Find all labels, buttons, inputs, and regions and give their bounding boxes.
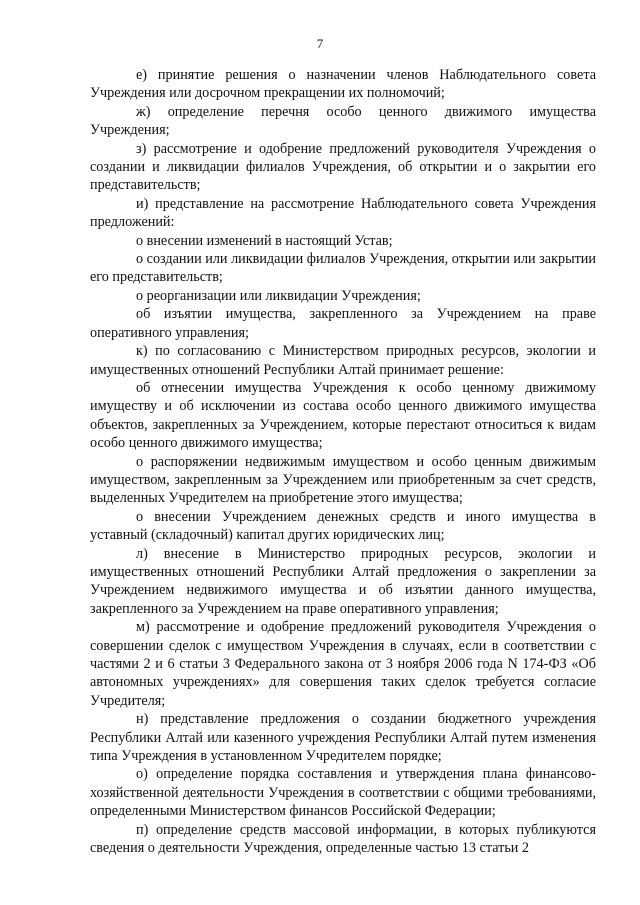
paragraph-p: п) определение средств массовой информации, в которых публикуются сведения о деятельности Учреждения, определенные частью 13 статьи 2 <box>90 821 596 857</box>
page-number: 7 <box>316 36 324 51</box>
paragraph-e: е) принятие решения о назначении членов Наблюдательного совета Учреждения или досрочном прекращении их полномочий; <box>90 67 596 102</box>
paragraph-i-4: об изъятии имущества, закрепленного за Учреждением на праве оперативного управления; <box>90 306 596 341</box>
paragraph-o: о) определение порядка составления и утверждения плана финансово-хозяйственной деятельности Учреждения в соответствии с общими требованиями, определенными Министерством финансов Российской Федерации; <box>90 766 596 820</box>
paragraph-k-3: о внесении Учреждением денежных средств и иного имущества в уставный (складочный) капитал других юридических лиц; <box>90 508 596 544</box>
paragraph-z: з) рассмотрение и одобрение предложений руководителя Учреждения о создании и ликвидации филиалов Учреждения, об открытии и о закрытии его представительств; <box>90 140 596 194</box>
paragraph-i-1: о внесении изменений в настоящий Устав; <box>136 232 393 249</box>
paragraph-n: н) представление предложения о создании бюджетного учреждения Республики Алтай или казенного учреждения Республики Алтай путем изменения типа Учреждения в установленном Учредителем порядке; <box>90 711 596 765</box>
paragraph-k-1: об отнесении имущества Учреждения к особо ценному движимому имуществу и об исключении из состава особо ценного движимого имущества объектов, закрепленных за Учреждением, которые перестают относиться к видам особо ценного движимого имущества; <box>90 379 596 452</box>
paragraph-l: л) внесение в Министерство природных ресурсов, экологии и имущественных отношений Республики Алтай предложения о закреплении за Учреждением недвижимого имущества и об изъятии данного имущества, закрепленного за Учреждением на праве оперативного управления; <box>90 545 596 617</box>
paragraph-i: и) представление на рассмотрение Наблюдательного совета Учреждения предложений: <box>90 195 596 231</box>
paragraph-k: к) по согласованию с Министерством природных ресурсов, экологии и имущественных отношений Республики Алтай принимает решение: <box>90 343 596 378</box>
paragraph-i-3: о реорганизации или ликвидации Учреждения; <box>136 287 421 304</box>
paragraph-zh: ж) определение перечня особо ценного движимого имущества Учреждения; <box>90 103 596 139</box>
document-body <box>90 66 596 857</box>
paragraph-m: м) рассмотрение и одобрение предложений руководителя Учреждения о совершении сделок с имуществом Учреждения в случаях, если в соответствии с частями 2 и 6 статьи 3 Федерального закона от 3 ноября 2006 года N 174-ФЗ «Об автономных учреждениях» для совершения таких сделок требуется согласие Учредителя; <box>90 619 596 709</box>
paragraph-k-2: о распоряжении недвижимым имуществом и особо ценным движимым имуществом, закрепленным за Учреждением или приобретенным за счет средств, выделенных Учредителем на приобретение этого имущества; <box>90 453 596 507</box>
paragraph-i-2: о создании или ликвидации филиалов Учреждения, открытии или закрытии его представительств; <box>90 251 596 286</box>
